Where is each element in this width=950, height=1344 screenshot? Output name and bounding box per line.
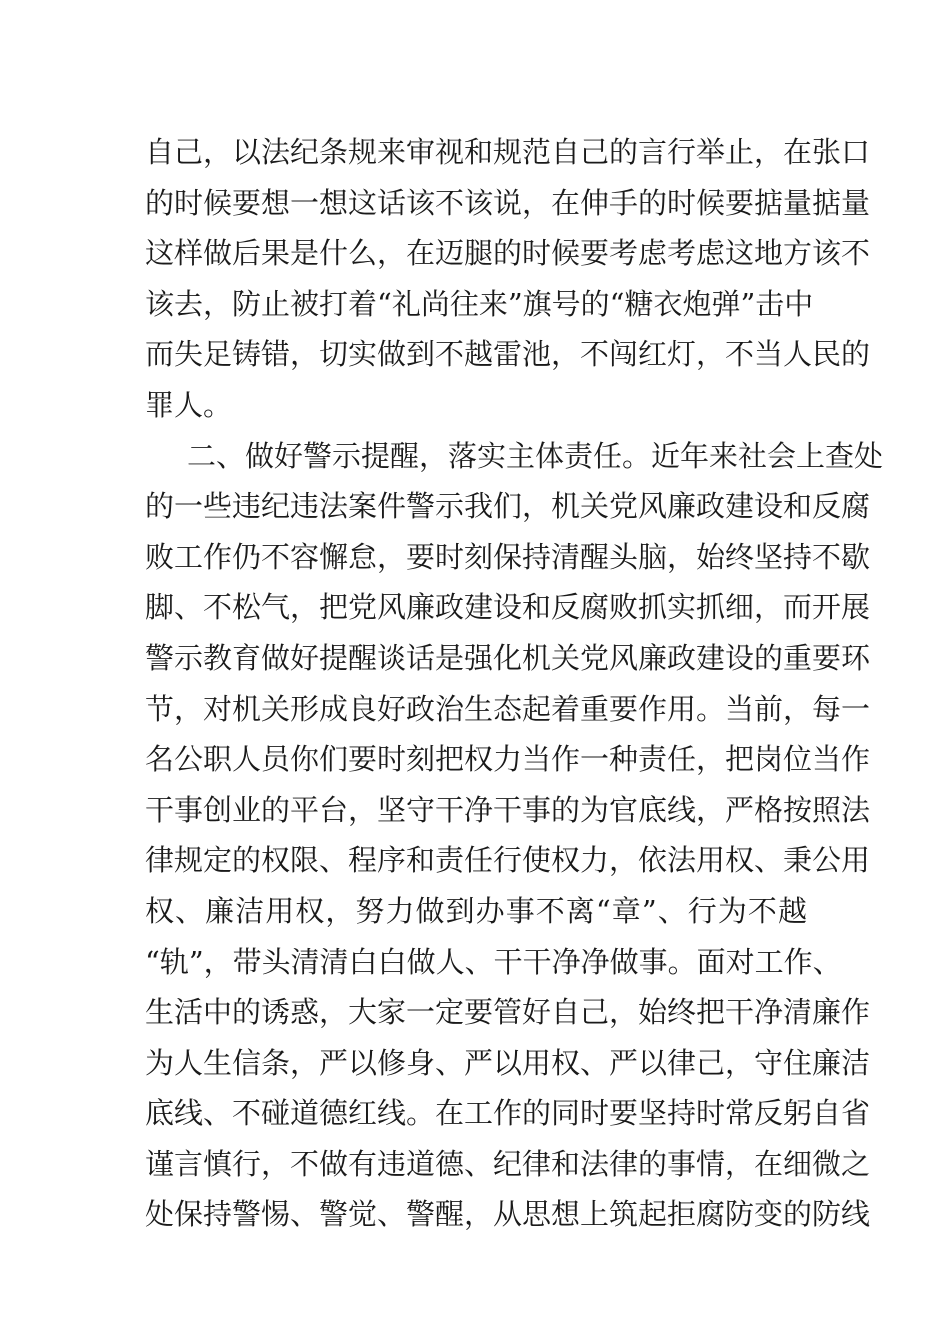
text-line: “轨”，带头清清白白做人、干干净净做事。面对工作、 <box>145 944 842 979</box>
text-line: 这样做后果是什么，在迈腿的时候要考虑考虑这地方该不 <box>145 236 871 271</box>
text-line: 脚、不松气，把党风廉政建设和反腐败抓实抓细，而开展 <box>145 590 871 625</box>
text-line: 律规定的权限、程序和责任行使权力，依法用权、秉公用 <box>145 843 871 878</box>
text-line: 干事创业的平台，坚守干净干事的为官底线，严格按照法 <box>145 792 871 827</box>
text-line: 谨言慎行，不做有违道德、纪律和法律的事情，在细微之 <box>145 1146 871 1181</box>
text-line: 该去，防止被打着“礼尚往来”旗号的“糖衣炮弹”击中 <box>145 286 814 321</box>
text-line: 二、做好警示提醒，落实主体责任。近年来社会上查处 <box>187 438 884 473</box>
text-line: 警示教育做好提醒谈话是强化机关党风廉政建设的重要环 <box>145 640 871 675</box>
text-line: 处保持警惕、警觉、警醒，从思想上筑起拒腐防变的防线 <box>145 1197 871 1232</box>
document-body-text <box>145 127 884 1240</box>
text-line: 名公职人员你们要时刻把权力当作一种责任，把岗位当作 <box>145 742 871 777</box>
text-line: 的一些违纪违法案件警示我们，机关党风廉政建设和反腐 <box>145 489 871 524</box>
text-line: 权、廉洁用权，努力做到办事不离“章”、行为不越 <box>145 893 807 928</box>
text-line: 而失足铸错，切实做到不越雷池，不闯红灯，不当人民的 <box>145 337 871 372</box>
text-line: 自己，以法纪条规来审视和规范自己的言行举止，在张口 <box>145 135 871 169</box>
text-line: 节，对机关形成良好政治生态起着重要作用。当前，每一 <box>145 691 871 726</box>
text-line: 生活中的诱惑，大家一定要管好自己，始终把干净清廉作 <box>145 995 871 1030</box>
text-line: 罪人。 <box>145 387 233 422</box>
text-line: 败工作仍不容懈怠，要时刻保持清醒头脑，始终坚持不歇 <box>145 539 871 574</box>
text-line: 底线、不碰道德红线。在工作的同时要坚持时常反躬自省 <box>145 1096 871 1131</box>
text-line: 为人生信条，严以修身、严以用权、严以律己，守住廉洁 <box>145 1045 871 1080</box>
text-line: 的时候要想一想这话该不该说，在伸手的时候要掂量掂量 <box>145 185 871 220</box>
